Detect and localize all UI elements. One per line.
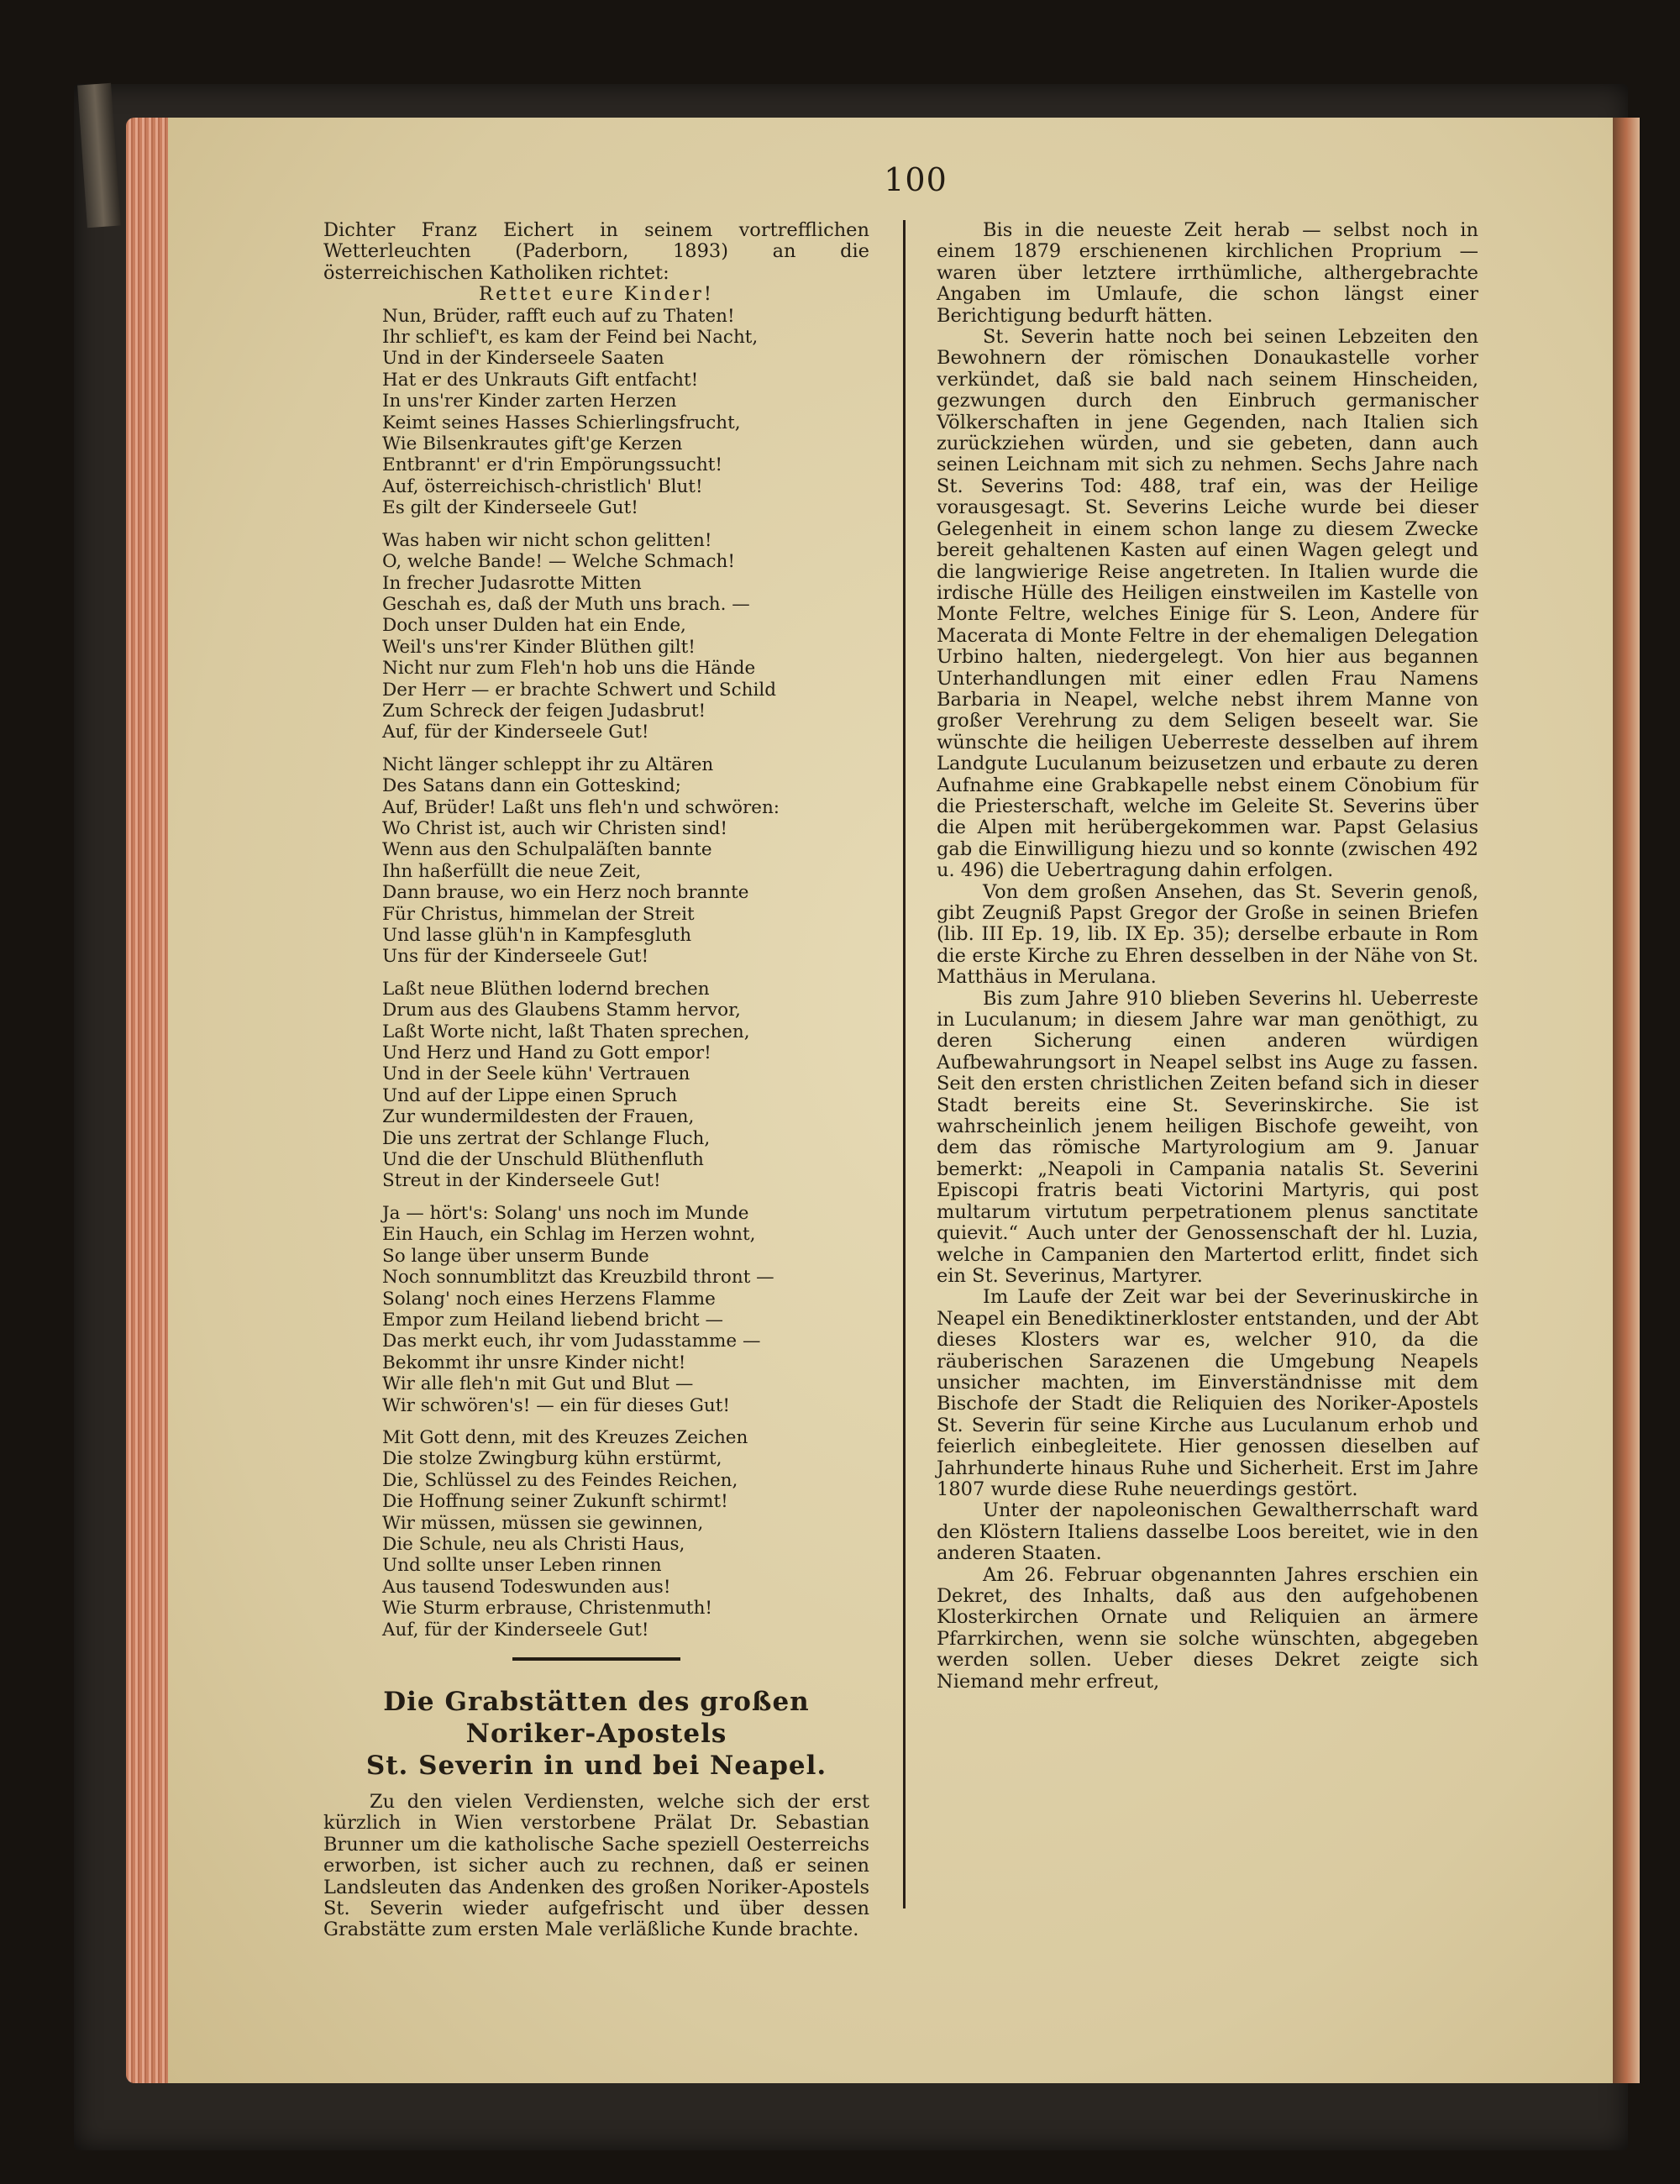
poem-line: Aus tausend Todeswunden aus! (382, 1576, 671, 1598)
poem-line: Auf, österreichisch-christlich' Blut! (382, 475, 703, 497)
poem-stanza (382, 979, 869, 1192)
poem-line: So lange über unserm Bunde (382, 1245, 649, 1267)
left-column (323, 220, 869, 1941)
poem-line: Der Herr — er brachte Schwert und Schild (382, 679, 776, 701)
poem-line: Doch unser Dulden hat ein Ende, (382, 615, 686, 637)
section-divider (512, 1657, 680, 1661)
poem-line: Auf, für der Kinderseele Gut! (382, 722, 649, 743)
poem-line: Laßt Worte nicht, laßt Thaten sprechen, (382, 1021, 750, 1042)
poem-line: Und in der Kinderseele Saaten (382, 348, 664, 370)
poem-line: Entbrannt' er d'rin Empörungssucht! (382, 454, 723, 476)
poem-line: Auf, Brüder! Laßt uns fleh'n und schwören: (382, 796, 780, 818)
poem-title: Rettet eure Kinder! (479, 283, 714, 306)
article-paragraph: Von dem großen Ansehen, das St. Severin genoß, gibt Zeugniß Papst Gregor der Große in seinen Briefen (lib. III Ep. 19, lib. IX Ep. 35); derselbe erbaute in Rom die erste Kirche zu Ehren desselben in der Nähe von St. Matthäus in Merulana. (937, 880, 1478, 989)
poem-line: Weil's uns'rer Kinder Blüthen gilt! (382, 636, 696, 658)
poem-line: Ja — hört's: Solang' uns noch im Munde (382, 1202, 749, 1224)
poem-line: In frecher Judasrotte Mitten (382, 572, 642, 594)
poem-line: Empor zum Heiland liebend bricht — (382, 1309, 723, 1331)
poem-line: Ihr schlief't, es kam der Feind bei Nacht, (382, 327, 759, 349)
poem-line: In uns'rer Kinder zarten Herzen (382, 391, 677, 412)
poem-line: Hat er des Unkrauts Gift entfacht! (382, 369, 699, 391)
poem-line: Keimt seines Hasses Schierlingsfrucht, (382, 412, 741, 433)
article-headline (323, 1686, 869, 1782)
poem-line: Und lasse glüh'n in Kampfesgluth (382, 925, 692, 946)
poem-line: Dann brause, wo ein Herz noch brannte (382, 882, 749, 904)
poem-line: Zur wundermildesten der Frauen, (382, 1106, 695, 1128)
poem-line: Und sollte unser Leben rinnen (382, 1555, 662, 1577)
poem-line: Und Herz und Hand zu Gott empor! (382, 1042, 711, 1064)
poem-line: Laßt neue Blüthen lodernd brechen (382, 978, 710, 1000)
poem-intro: Dichter Franz Eichert in seinem vortrefflichen Wetterleuchten (Paderborn, 1893) an die österreichischen Katholiken richtet: (323, 219, 869, 284)
poem-line: Mit Gott denn, mit des Kreuzes Zeichen (382, 1426, 748, 1448)
poem-line: Wie Bilsenkrautes gift'ge Kerzen (382, 433, 683, 455)
poem-line: Wo Christ ist, auch wir Christen sind! (382, 817, 728, 839)
poem-line: Ein Hauch, ein Schlag im Herzen wohnt, (382, 1224, 756, 1246)
poem-line: Die Hoffnung seiner Zukunft schirmt! (382, 1491, 728, 1513)
poem-line: Nicht länger schleppt ihr zu Altären (382, 753, 714, 775)
poem-line: Wie Sturm erbrause, Christenmuth! (382, 1598, 713, 1620)
poem-stanza (382, 530, 869, 743)
poem-line: Es gilt der Kinderseele Gut! (382, 497, 638, 519)
poem-line: Die Schule, neu als Christi Haus, (382, 1533, 685, 1555)
poem-line: Wir müssen, müssen sie gewinnen, (382, 1512, 704, 1534)
poem-line: Zum Schreck der feigen Judasbrut! (382, 700, 706, 722)
poem-line: Die stolze Zwingburg kühn erstürmt, (382, 1448, 722, 1470)
headline-line: Die Grabstätten des großen Noriker-Apostels (383, 1687, 810, 1749)
poem-line: Nun, Brüder, rafft euch auf zu Thaten! (382, 305, 735, 327)
poem-line: O, welche Bande! — Welche Schmach! (382, 551, 735, 573)
poem-line: Uns für der Kinderseele Gut! (382, 946, 649, 968)
page-number: 100 (884, 161, 948, 198)
poem-line: Des Satans dann ein Gotteskind; (382, 775, 681, 797)
poem-line: Und auf der Lippe einen Spruch (382, 1084, 678, 1106)
poem-line: Nicht nur zum Fleh'n hob uns die Hände (382, 658, 756, 680)
poem-line: Bekommt ihr unsre Kinder nicht! (382, 1352, 686, 1373)
poem-line: Auf, für der Kinderseele Gut! (382, 1619, 649, 1641)
poem-line: Noch sonnumblitzt das Kreuzbild thront — (382, 1267, 774, 1289)
poem-stanza (382, 1203, 869, 1416)
poem-line: Und die der Unschuld Blüthenfluth (382, 1149, 704, 1171)
poem-line: Drum aus des Glaubens Stamm hervor, (382, 1000, 741, 1021)
article-paragraph: Im Laufe der Zeit war bei der Severinuskirche in Neapel ein Benediktinerkloster entstanden, und der Abt dieses Klosters war es, welcher 910, da die räuberischen Sarazenen die Umgebung Neapels unsicher machten, im Einverständnisse mit dem Bischofe der Stadt die Reliquien des Noriker-Apostels St. Severin für seine Kirche aus Luculanum erhob und feierlich einbegleitete. Hier genossen dieselben auf Jahrhunderte hinaus Ruhe und Sicherheit. Erst im Jahre 1807 wurde diese Ruhe neuerdings gestört. (937, 1286, 1478, 1500)
poem-stanza (382, 754, 869, 968)
poem (323, 306, 869, 1641)
headline-line: St. Severin in und bei Neapel. (365, 1751, 827, 1781)
poem-line: Das merkt euch, ihr vom Judasstamme — (382, 1331, 761, 1352)
poem-stanza (382, 1427, 869, 1641)
article-paragraph: Bis zum Jahre 910 blieben Severins hl. Ueberreste in Luculanum; in diesem Jahre war man genöthigt, zu deren Sicherung einen anderen würdigen Aufbewahrungsort in Neapel selbst ins Auge zu fassen. Seit den ersten christlichen Zeiten befand sich in dieser Stadt bereits eine St. Severinskirche. Sie ist wahrscheinlich jenem heiligen Bischofe geweiht, von dem das römische Martyrologium am 9. Januar bemerkt: „Neapoli in Campania natalis St. Severini Episcopi fratris beati Victorini Martyris, qui post multarum virtutum perpetrationem plenus sanctitate quievit.“ Auch unter der Genossenschaft der hl. Luzia, welche in Campanien den Martertod erlitt, findet sich ein St. Severinus, Martyrer. (937, 987, 1478, 1287)
poem-line: Die, Schlüssel zu des Feindes Reichen, (382, 1469, 738, 1491)
article-paragraph: Zu den vielen Verdiensten, welche sich der erst kürzlich in Wien verstorbene Prälat Dr. Sebastian Brunner um die katholische Sache speziell Oesterreichs erworben, ist sicher auch zu rechnen, daß er seinen Landsleuten das Andenken des großen Noriker-Apostels St. Severin wieder aufgefrischt und über dessen Grabstätte zum ersten Male verläßliche Kunde brachte. (323, 1791, 869, 1941)
article-paragraph: Unter der napoleonischen Gewaltherrschaft ward den Klöstern Italiens dasselbe Loos bereitet, wie in den anderen Staaten. (937, 1499, 1478, 1565)
poem-line: Und in der Seele kühn' Vertrauen (382, 1063, 690, 1085)
article-paragraph: Am 26. Februar obgenannten Jahres erschien ein Dekret, des Inhalts, daß aus den aufgehobenen Klosterkirchen Ornate und Reliquien an ärmere Pfarrkirchen, wenn sie solche wünschten, abgegeben werden sollen. Ueber dieses Dekret zeigte sich Niemand mehr erfreut, (937, 1563, 1478, 1693)
poem-line: Was haben wir nicht schon gelitten! (382, 529, 712, 551)
poem-line: Für Christus, himmelan der Streit (382, 903, 695, 925)
poem-line: Streut in der Kinderseele Gut! (382, 1170, 661, 1192)
poem-line: Die uns zertrat der Schlange Fluch, (382, 1127, 711, 1149)
poem-line: Ihn haßerfüllt die neue Zeit, (382, 860, 642, 882)
poem-stanza (382, 306, 869, 519)
book-page (168, 118, 1613, 2083)
poem-line: Wir alle fleh'n mit Gut und Blut — (382, 1373, 694, 1395)
poem-line: Solang' noch eines Herzens Flamme (382, 1288, 716, 1310)
article-paragraph: Bis in die neueste Zeit herab — selbst noch in einem 1879 erschienenen kirchlichen Proprium — waren über letztere irrthümliche, althergebrachte Angaben im Umlaufe, die schon längst einer Berichtigung bedurft hätten. (937, 219, 1478, 327)
poem-line: Geschah es, daß der Muth uns brach. — (382, 593, 750, 615)
right-column (937, 220, 1478, 1693)
poem-line: Wir schwören's! — ein für dieses Gut! (382, 1394, 731, 1416)
poem-line: Wenn aus den Schulpaläſten bannte (382, 839, 712, 861)
column-rule (903, 220, 906, 1908)
article-paragraph: St. Severin hatte noch bei seinen Lebzeiten den Bewohnern der römischen Donaukastelle vorher verkündet, daß sie bald nach seinem Hinscheiden, gezwungen durch den Einbruch germanischer Völkerschaften in jene Gegenden, nach Italien sich zurückziehen würden, und sie gebeten, dann auch seinen Leichnam mit sich zu nehmen. Sechs Jahre nach St. Severins Tod: 488, traf ein, was der Heilige vorausgesagt. St. Severins Leiche wurde bei dieser Gelegenheit in einem schon lange zu diesem Zwecke bereit gehaltenen Kasten auf einen Wagen gelegt und die langwierige Reise angetreten. In Italien wurde die irdische Hülle des Heiligen einstweilen im Kastelle von Monte Feltre, welches Einige für S. Leon, Andere für Macerata di Monte Feltre in der ehemaligen Delegation Urbino halten, niedergelegt. Von hier aus begannen Unterhandlungen mit einer edlen Frau Namens Barbaria in Neapel, welche nebst ihrem Manne von großer Verehrung zu dem Seligen beseelt war. Sie wünschte die heiligen Ueberreste desselben auf ihrem Landgute Luculanum beizusetzen und erbaute zu deren Aufnahme eine Grabkapelle nebst einem Cönobium für die Priesterschaft, welche im Geleite St. Severins über die Alpen mit herübergekommen war. Papst Gelasius gab die Einwilligung hiezu und so konnte (zwischen 492 u. 496) die Uebertragung dahin erfolgen. (937, 326, 1478, 882)
